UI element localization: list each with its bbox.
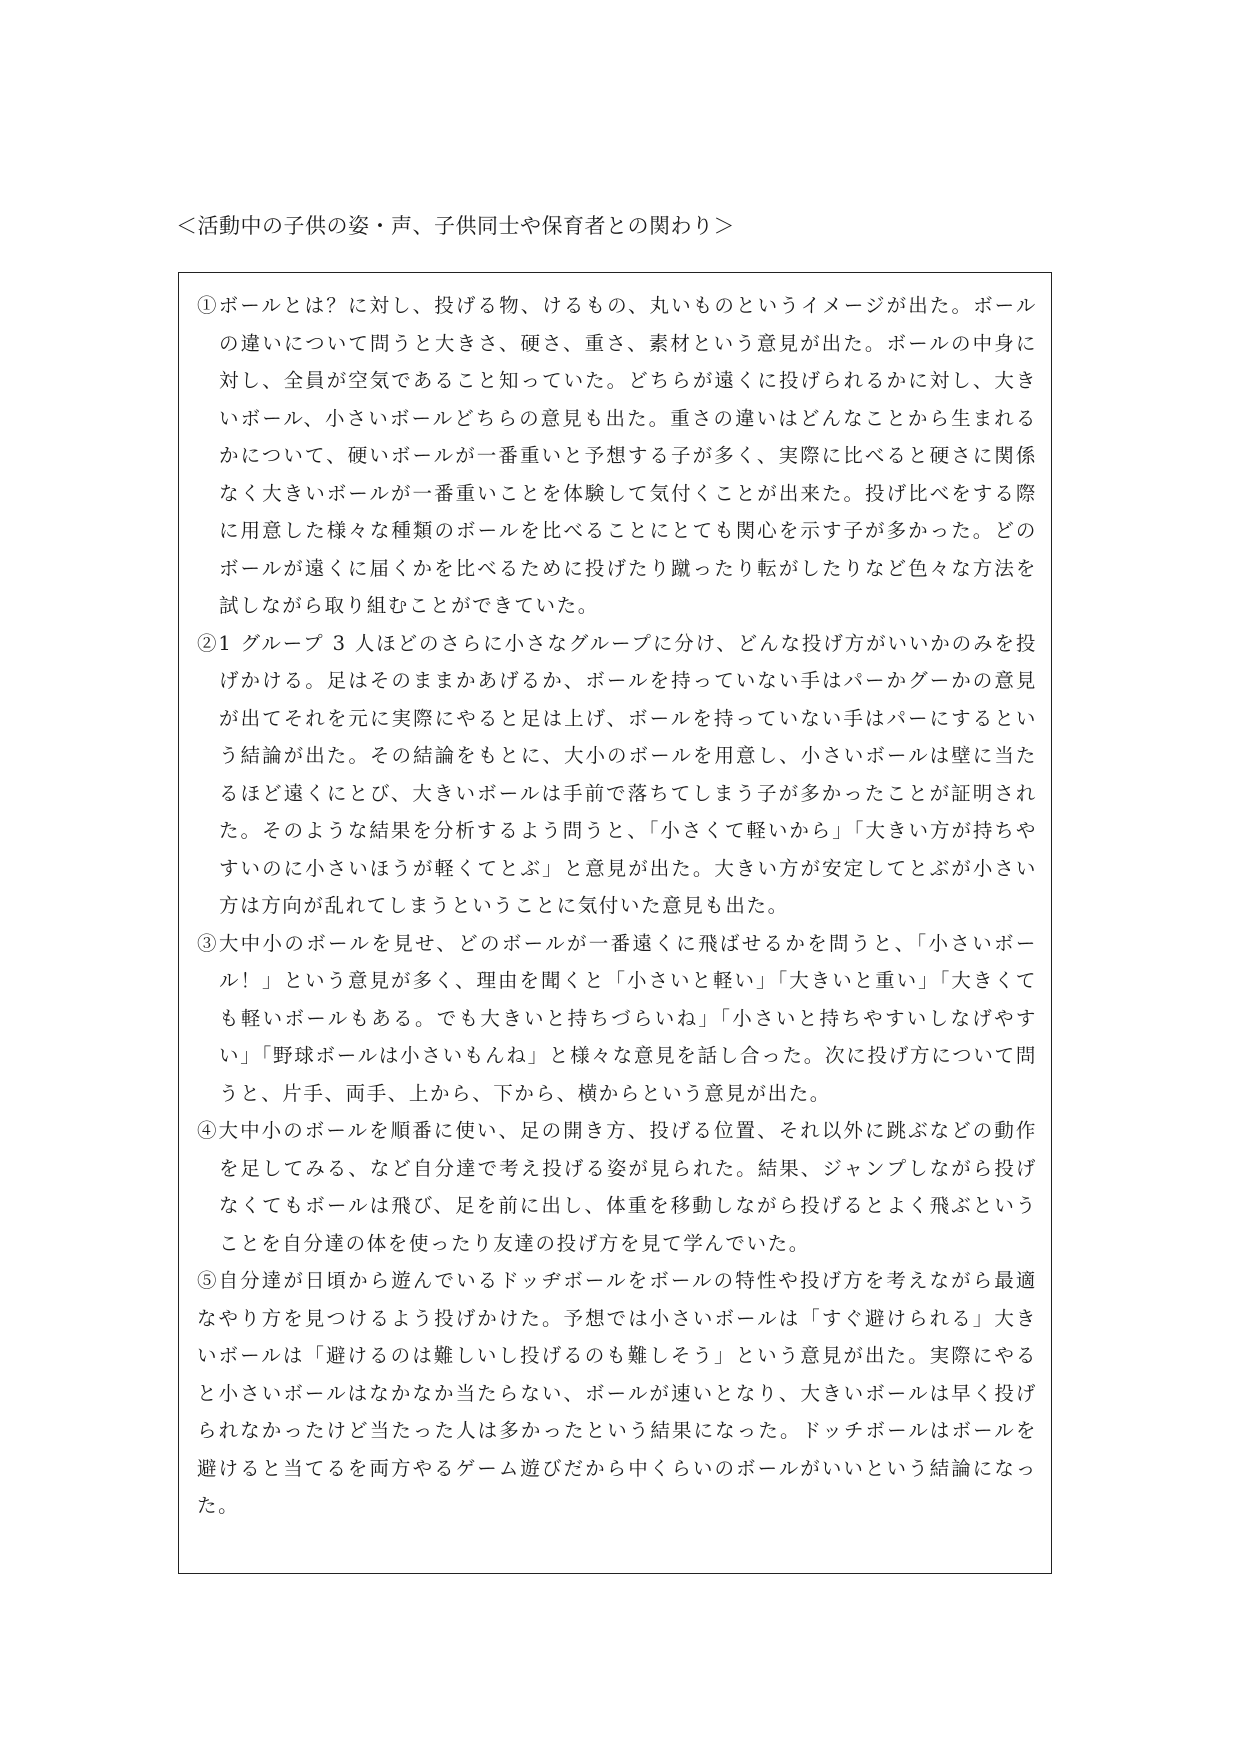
observation-item-3: ③大中小のボールを見せ、どのボールが一番遠くに飛ばせるかを問うと、「小さいボール！」という意見が多く、理由を聞くと「小さいと軽い」「大きいと重い」「大きくても軽いボールもある。でも大きいと持ちづらいね」「小さいと持ちやすいしなげやすい」「野球ボールは小さいもんね」と様々な意見を話し合った。次に投げ方について問うと、片手、両手、上から、下から、横からという意見が出た。 [197,931,1037,1105]
observation-item-5: ⑤自分達が日頃から遊んでいるドッヂボールをボールの特性や投げ方を考えながら最適なやり方を見つけるよう投げかけた。予想では小さいボールは「すぐ避けられる」大きいボールは「避けるのは難しいし投げるのも難しそう」という意見が出た。実際にやると小さいボールはなかなか当たらない、ボールが速いとなり、大きいボールは早く投げられなかったけど当たった人は多かったという結果になった。ドッチボールはボールを避けると当てるを両方やるゲーム遊びだから中くらいのボールがいいという結論になった。 [197,1269,1037,1517]
observation-content [197,287,1037,1525]
section-heading: ＜活動中の子供の姿・声、子供同士や保育者との関わり＞ [176,214,735,238]
observation-item-1: ①ボールとは？に対し、投げる物、けるもの、丸いものというイメージが出た。ボールの違いについて問うと大きさ、硬さ、重さ、素材という意見が出た。ボールの中身に対し、全員が空気であること知っていた。どちらが遠くに投げられるかに対し、大きいボール、小さいボールどちらの意見も出た。重さの違いはどんなことから生まれるかについて、硬いボールが一番重いと予想する子が多く、実際に比べると硬さに関係なく大きいボールが一番重いことを体験して気付くことが出来た。投げ比べをする際に用意した様々な種類のボールを比べることにとても関心を示す子が多かった。どのボールが遠くに届くかを比べるために投げたり蹴ったり転がしたりなど色々な方法を試しながら取り組むことができていた。 [197,294,1037,617]
observation-item-2: ②1 グループ 3 人ほどのさらに小さなグループに分け、どんな投げ方がいいかのみを投げかける。足はそのままかあげるか、ボールを持っていない手はパーかグーかの意見が出てそれを元に実際にやると足は上げ、ボールを持っていない手はパーにするという結論が出た。その結論をもとに、大小のボールを用意し、小さいボールは壁に当たるほど遠くにとび、大きいボールは手前で落ちてしまう子が多かったことが証明された。そのような結果を分析するよう問うと、「小さくて軽いから」「大きい方が持ちやすいのに小さいほうが軽くてとぶ」と意見が出た。大きい方が安定してとぶが小さい方は方向が乱れてしまうということに気付いた意見も出た。 [197,631,1037,917]
observation-item-4: ④大中小のボールを順番に使い、足の開き方、投げる位置、それ以外に跳ぶなどの動作を足してみる、など自分達で考え投げる姿が見られた。結果、ジャンプしながら投げなくてもボールは飛び、足を前に出し、体重を移動しながら投げるとよく飛ぶということを自分達の体を使ったり友達の投げ方を見て学んでいた。 [197,1119,1037,1255]
observation-box [178,272,1052,1574]
